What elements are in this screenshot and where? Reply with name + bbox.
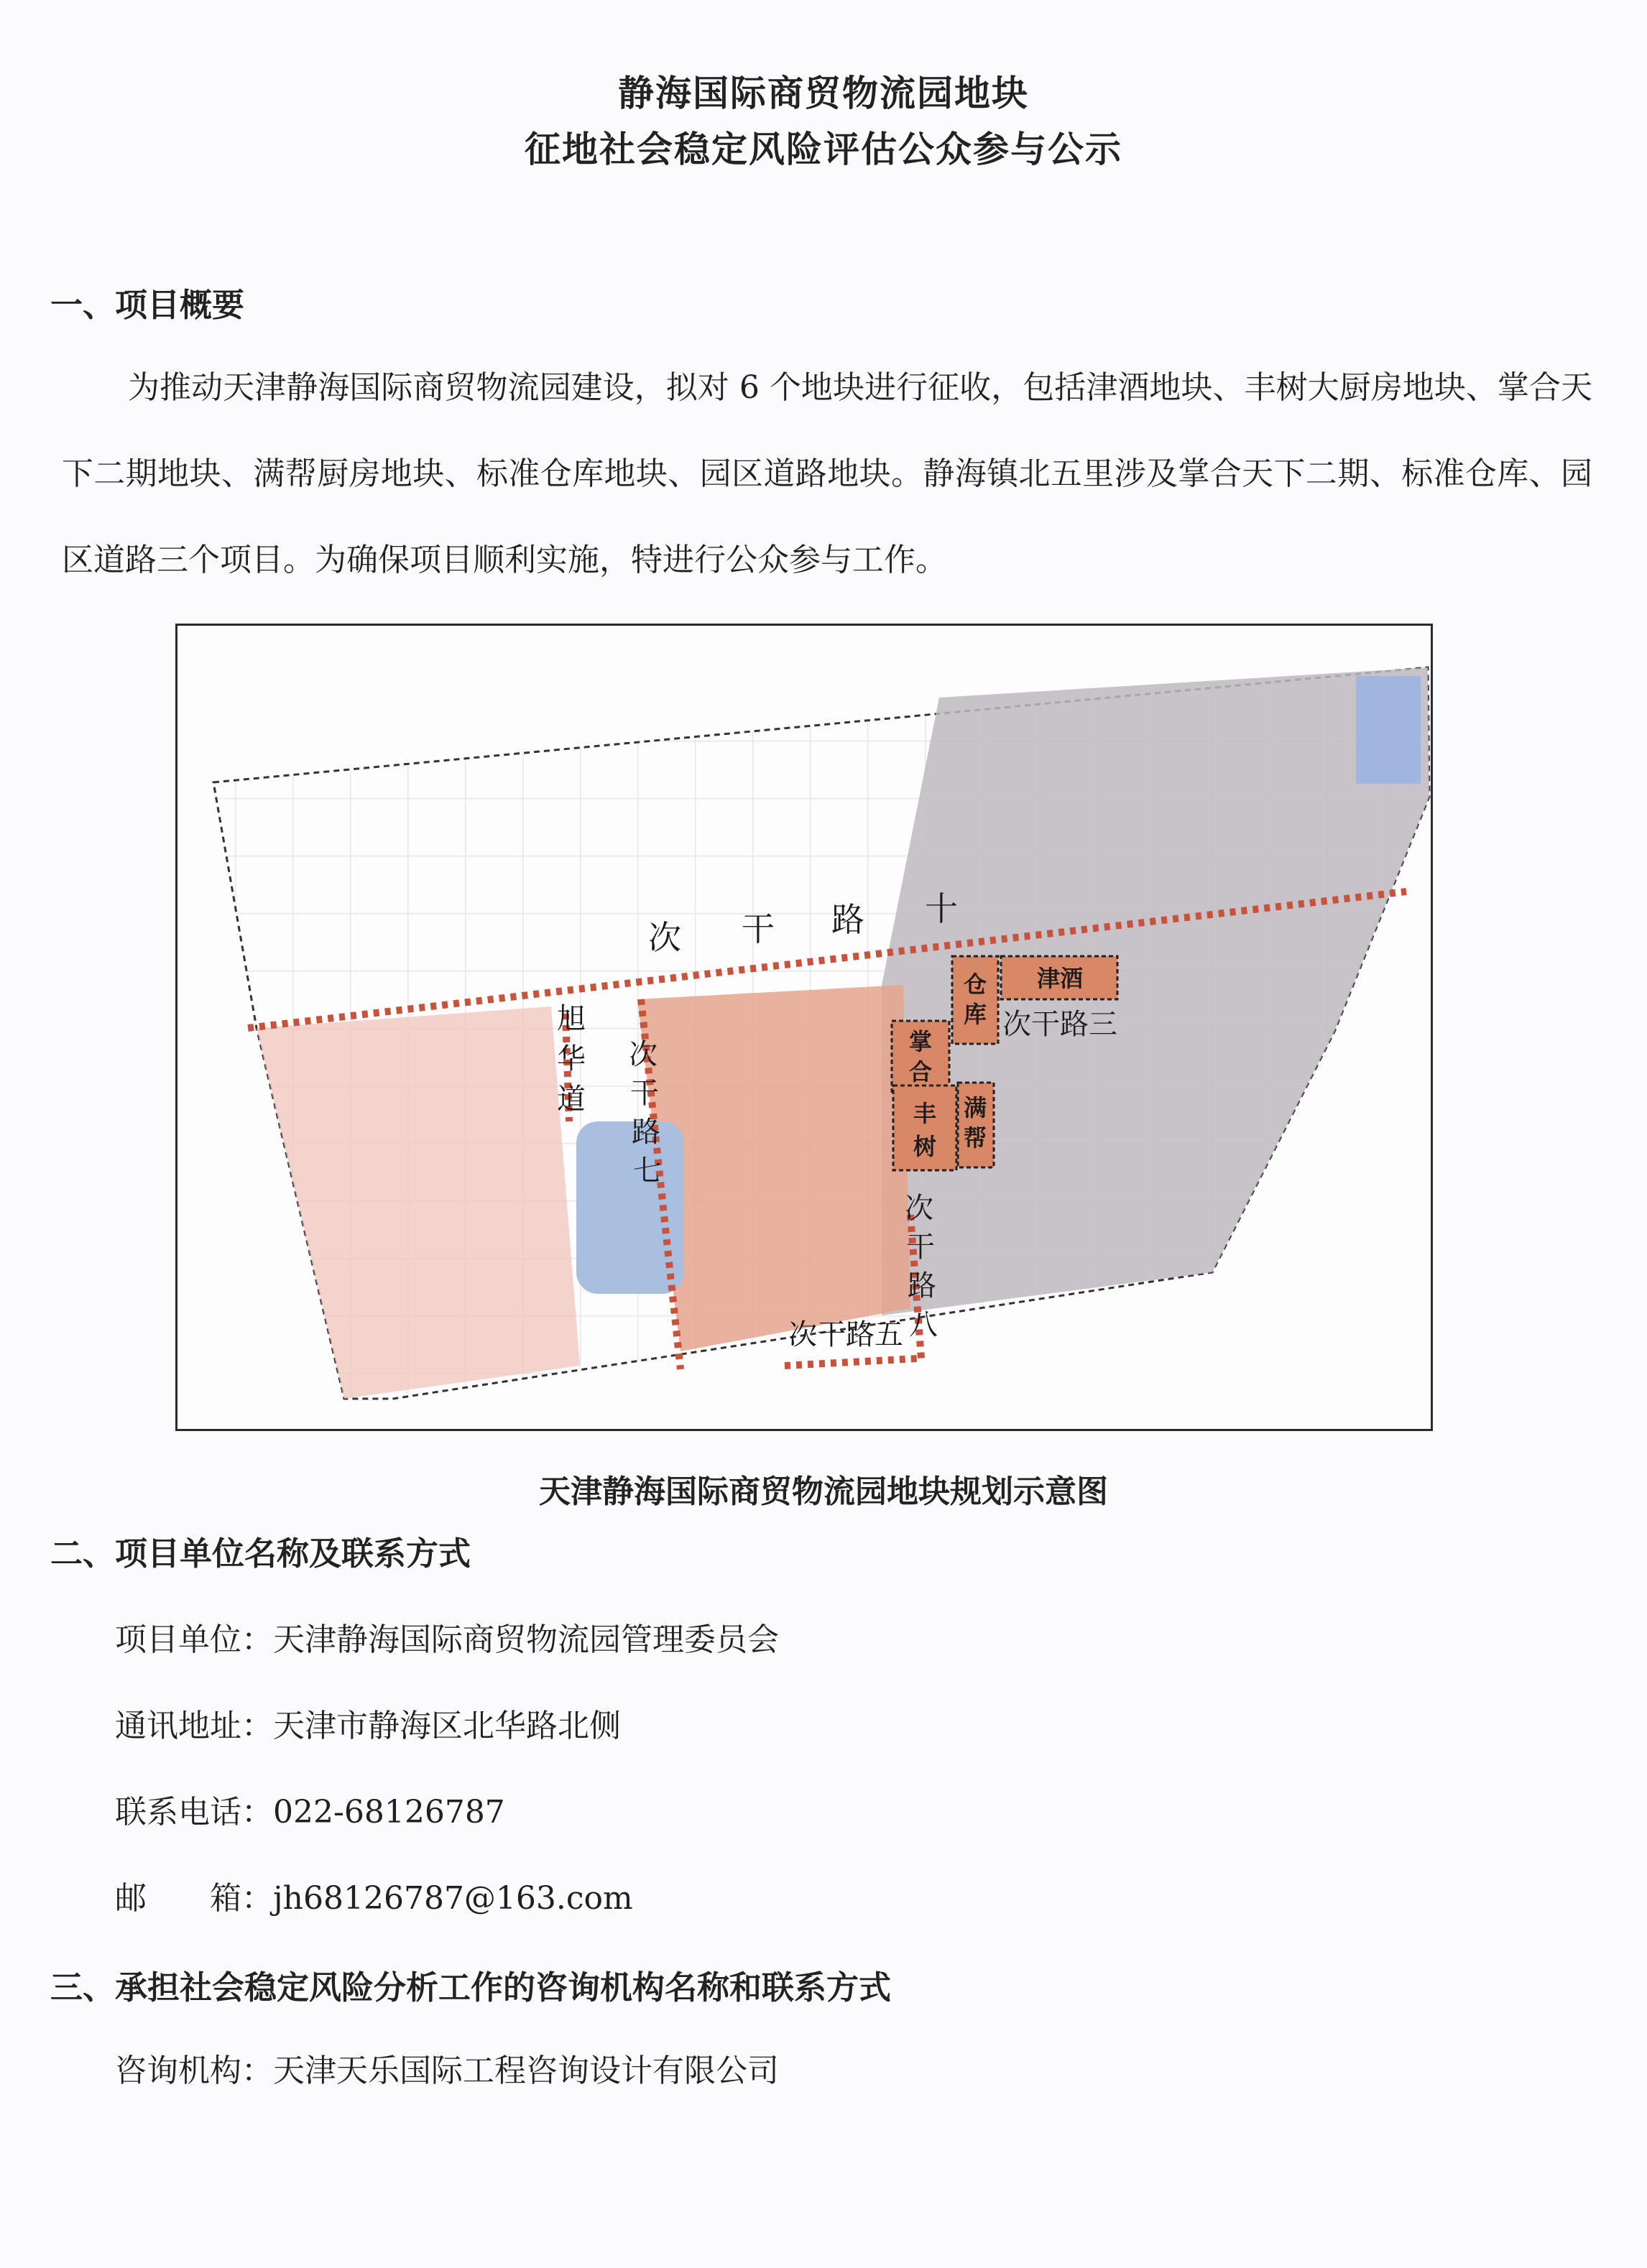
contact-phone: 联系电话：022-68126787 [115, 1794, 505, 1830]
road10-char-2: 干 [742, 909, 775, 948]
road7-char-1: 次 [629, 1038, 658, 1071]
mailing-address: 通讯地址：天津市静海区北华路北侧 [115, 1708, 621, 1744]
road7-char-2: 干 [630, 1077, 659, 1110]
parcel-cangku-char-2: 库 [964, 1001, 987, 1028]
xuhua-char-3: 道 [557, 1083, 586, 1116]
parcel-manbang-char-2: 帮 [964, 1124, 987, 1152]
xuhua-char-1: 旭 [557, 1002, 586, 1035]
section1-paragraph: 为推动天津静海国际商贸物流园建设，拟对 6 个地块进行征收，包括津酒地块、丰树大厨房地块、掌合天下二期地块、满帮厨房地块、标准仓库地块、园区道路地块。静海镇北五里涉及掌合天下二期、标准仓库、园区道路三个项目。为确保项目顺利实施，特进行公众参与工作。 [62, 369, 1592, 578]
parcel-fengshu-char-2: 树 [913, 1133, 937, 1160]
road7-char-3: 路 [632, 1116, 660, 1149]
road-dash-5 [785, 1359, 918, 1366]
parcel-cangku [952, 956, 998, 1044]
parcel-fengshu-char-1: 丰 [913, 1100, 937, 1127]
page-title-line1: 静海国际商贸物流园地块 [618, 73, 1029, 114]
road8-char-1: 次 [905, 1192, 933, 1225]
xuhua-char-2: 华 [557, 1042, 586, 1075]
section1-heading: 一、项目概要 [50, 286, 245, 324]
road7-char-4: 七 [633, 1154, 662, 1188]
consulting-agency: 咨询机构：天津天乐国际工程咨询设计有限公司 [115, 2052, 779, 2089]
road10-char-4: 十 [925, 889, 958, 928]
planning-map-svg [177, 626, 1431, 1429]
email-label: 邮 箱： [115, 1880, 273, 1917]
road8-char-2: 干 [906, 1231, 935, 1264]
road3-label: 次干路三 [1002, 1008, 1117, 1041]
contact-email-row [115, 1872, 633, 1918]
project-unit: 项目单位：天津静海国际商贸物流园管理委员会 [115, 1621, 779, 1658]
planning-map [175, 624, 1433, 1431]
road10-char-1: 次 [648, 918, 681, 957]
parcel-zhanghe-char-1: 掌 [909, 1028, 933, 1055]
road5-label: 次干路五 [788, 1318, 903, 1351]
road8-char-3: 路 [908, 1269, 936, 1302]
water-body-ne [1356, 676, 1421, 784]
email-address[interactable]: jh68126787@163.com [273, 1880, 633, 1917]
west-pink-zone [257, 1006, 580, 1399]
map-caption: 天津静海国际商贸物流园地块规划示意图 [539, 1473, 1108, 1510]
parcel-jinjiu-label: 津酒 [1037, 965, 1084, 992]
page-title-line2: 征地社会稳定风险评估公众参与公示 [525, 129, 1122, 170]
parcel-zhanghe-char-2: 合 [909, 1058, 933, 1086]
section2-heading: 二、项目单位名称及联系方式 [50, 1535, 471, 1573]
road8-char-4: 八 [909, 1308, 938, 1341]
road10-char-3: 路 [831, 900, 864, 939]
section3-heading: 三、承担社会稳定风险分析工作的咨询机构名称和联系方式 [50, 1968, 892, 2007]
parcel-manbang-char-1: 满 [964, 1094, 987, 1121]
parcel-cangku-char-1: 仓 [964, 971, 987, 998]
